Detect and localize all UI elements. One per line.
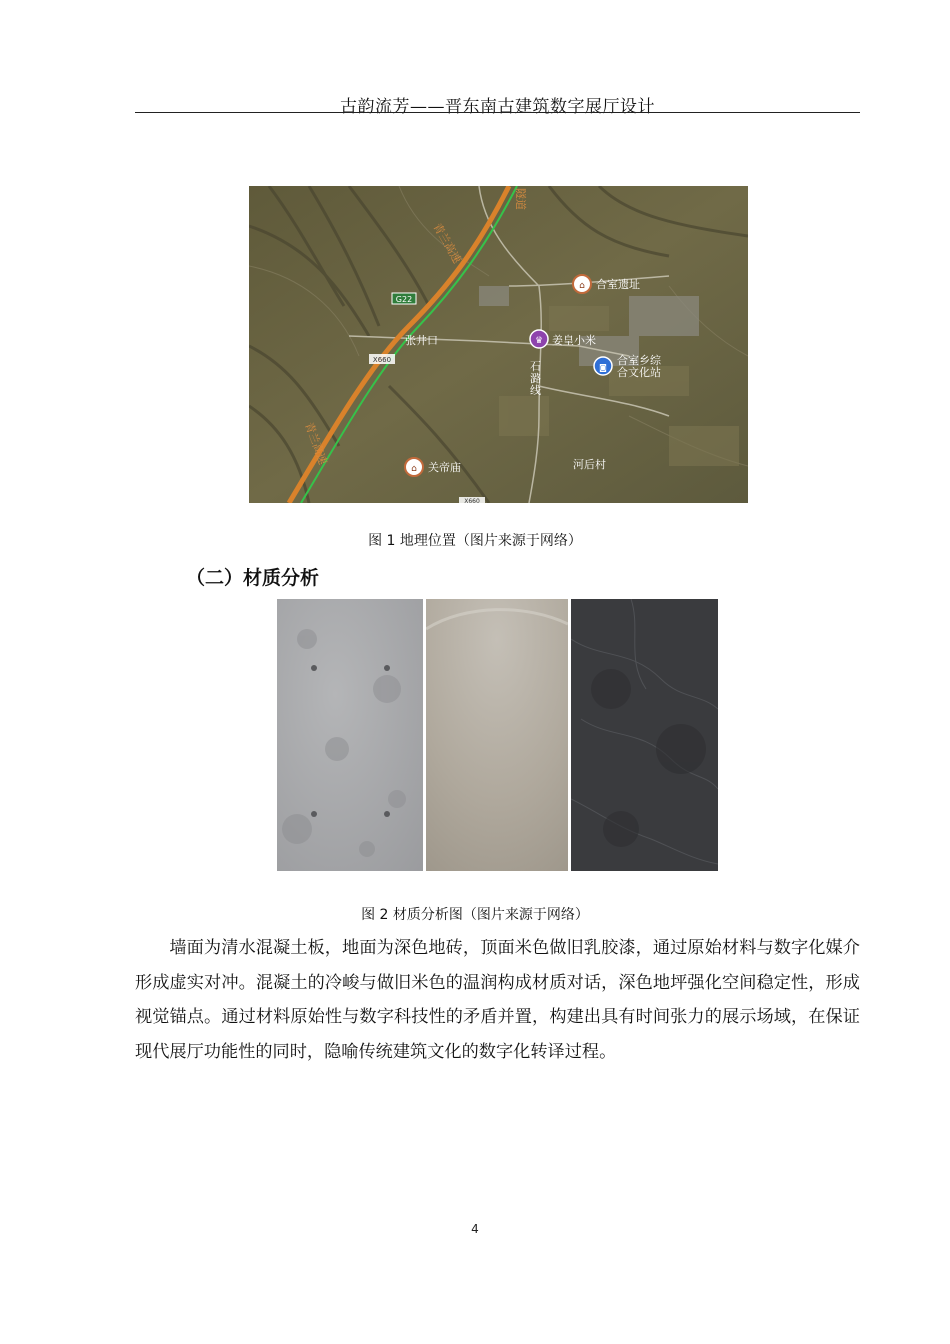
- shop-icon: ♛: [534, 336, 544, 346]
- temple-label: 关帝庙: [428, 461, 461, 474]
- heritage-site-label: 合室遗址: [596, 278, 640, 291]
- expressway-lower-label: 青兰高速: [302, 420, 330, 467]
- county-road-label: X660: [372, 356, 392, 364]
- shop-label: 姜皇小米: [552, 334, 596, 347]
- page-number: 4: [471, 1222, 479, 1236]
- county-road-bottom-label: X660: [464, 498, 480, 503]
- culture-station-icon: ◙: [599, 363, 607, 372]
- section-heading: （二）材质分析: [186, 567, 320, 589]
- beige-paint-swatch: [426, 599, 568, 871]
- village-west-label: 张井口: [405, 334, 438, 347]
- road-name-char-3: 线: [530, 384, 541, 397]
- tunnel-label: 隧道: [514, 188, 527, 210]
- road-name-char-2: 潞: [530, 372, 541, 385]
- figure-2-caption: 图 2 材质分析图（图片来源于网络）: [361, 907, 589, 923]
- highway-shield-label: G22: [395, 295, 413, 304]
- culture-station-label-line1: 合室乡综: [617, 354, 661, 367]
- location-map-image: [249, 186, 748, 503]
- page-header-title: 古韵流芳——晋东南古建筑数字展厅设计: [340, 97, 655, 117]
- road-name-char-1: 石: [530, 360, 541, 373]
- village-south-label: 河后村: [573, 458, 606, 471]
- temple-icon: ⌂: [411, 464, 417, 474]
- figure-1-caption: 图 1 地理位置（图片来源于网络）: [368, 533, 582, 549]
- heritage-site-icon: ⌂: [579, 281, 585, 291]
- header-divider: [135, 112, 860, 113]
- material-analysis-image: [277, 599, 718, 871]
- concrete-swatch: [277, 599, 423, 871]
- expressway-label: 青兰高速: [430, 221, 464, 266]
- culture-station-label-line2: 合文化站: [617, 366, 661, 379]
- body-paragraph: 墙面为清水混凝土板，地面为深色地砖，顶面米色做旧乳胶漆，通过原始材料与数字化媒介形成虚实对冲。混凝土的冷峻与做旧米色的温润构成材质对话，深色地坪强化空间稳定性，形成视觉锚点。通过材料原始性与数字科技性的矛盾并置，构建出具有时间张力的展示场域，在保证现代展厅功能性的同时，隐喻传统建筑文化的数字化转译过程。: [135, 938, 860, 1062]
- dark-stone-swatch: [571, 599, 718, 871]
